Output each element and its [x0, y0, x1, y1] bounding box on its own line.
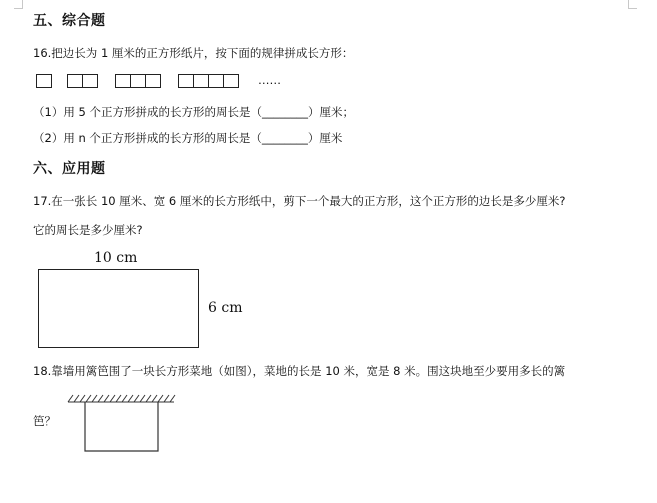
paper-rectangle — [38, 269, 199, 348]
pattern-square — [193, 74, 209, 88]
pattern-square — [208, 74, 224, 88]
pattern-square — [178, 74, 194, 88]
rectangle-width-label: 6 cm — [208, 300, 243, 316]
section-title-application: 六、应用题 — [33, 161, 106, 177]
pattern-square — [223, 74, 239, 88]
question-17-line-2: 它的周长是多少厘米? — [33, 223, 143, 237]
pattern-square — [130, 74, 146, 88]
question-16-sub-2: （2）用 n 个正方形拼成的长方形的周长是（________）厘米 — [33, 131, 343, 145]
question-17-line-1: 17.在一张长 10 厘米、宽 6 厘米的长方形纸中，剪下一个最大的正方形，这个正方形的边长是多少厘米? — [33, 194, 566, 208]
pattern-square — [115, 74, 131, 88]
pattern-square — [67, 74, 83, 88]
wall-fence-figure — [64, 392, 178, 454]
rectangle-length-label: 10 cm — [94, 250, 138, 266]
pattern-square — [36, 74, 52, 88]
pattern-ellipsis: …… — [258, 73, 281, 87]
page-corner-mark-left — [14, 0, 23, 9]
question-18-line-1: 18.靠墙用篱笆围了一块长方形菜地（如图），菜地的长是 10 米，宽是 8 米。围这块地至少要用多长的篱 — [33, 364, 566, 378]
pattern-square — [145, 74, 161, 88]
question-16-sub-1: （1）用 5 个正方形拼成的长方形的周长是（________）厘米； — [33, 105, 354, 119]
question-18-line-2: 笆？ — [33, 414, 56, 428]
question-16-stem: 16.把边长为 1 厘米的正方形纸片，按下面的规律拼成长方形： — [33, 46, 354, 60]
square-pattern-figure — [36, 74, 296, 94]
page-corner-mark-right — [628, 0, 637, 9]
section-title-comprehensive: 五、综合题 — [33, 13, 106, 29]
fence-outline — [85, 402, 158, 451]
pattern-square — [82, 74, 98, 88]
wall-hatching — [68, 395, 175, 402]
